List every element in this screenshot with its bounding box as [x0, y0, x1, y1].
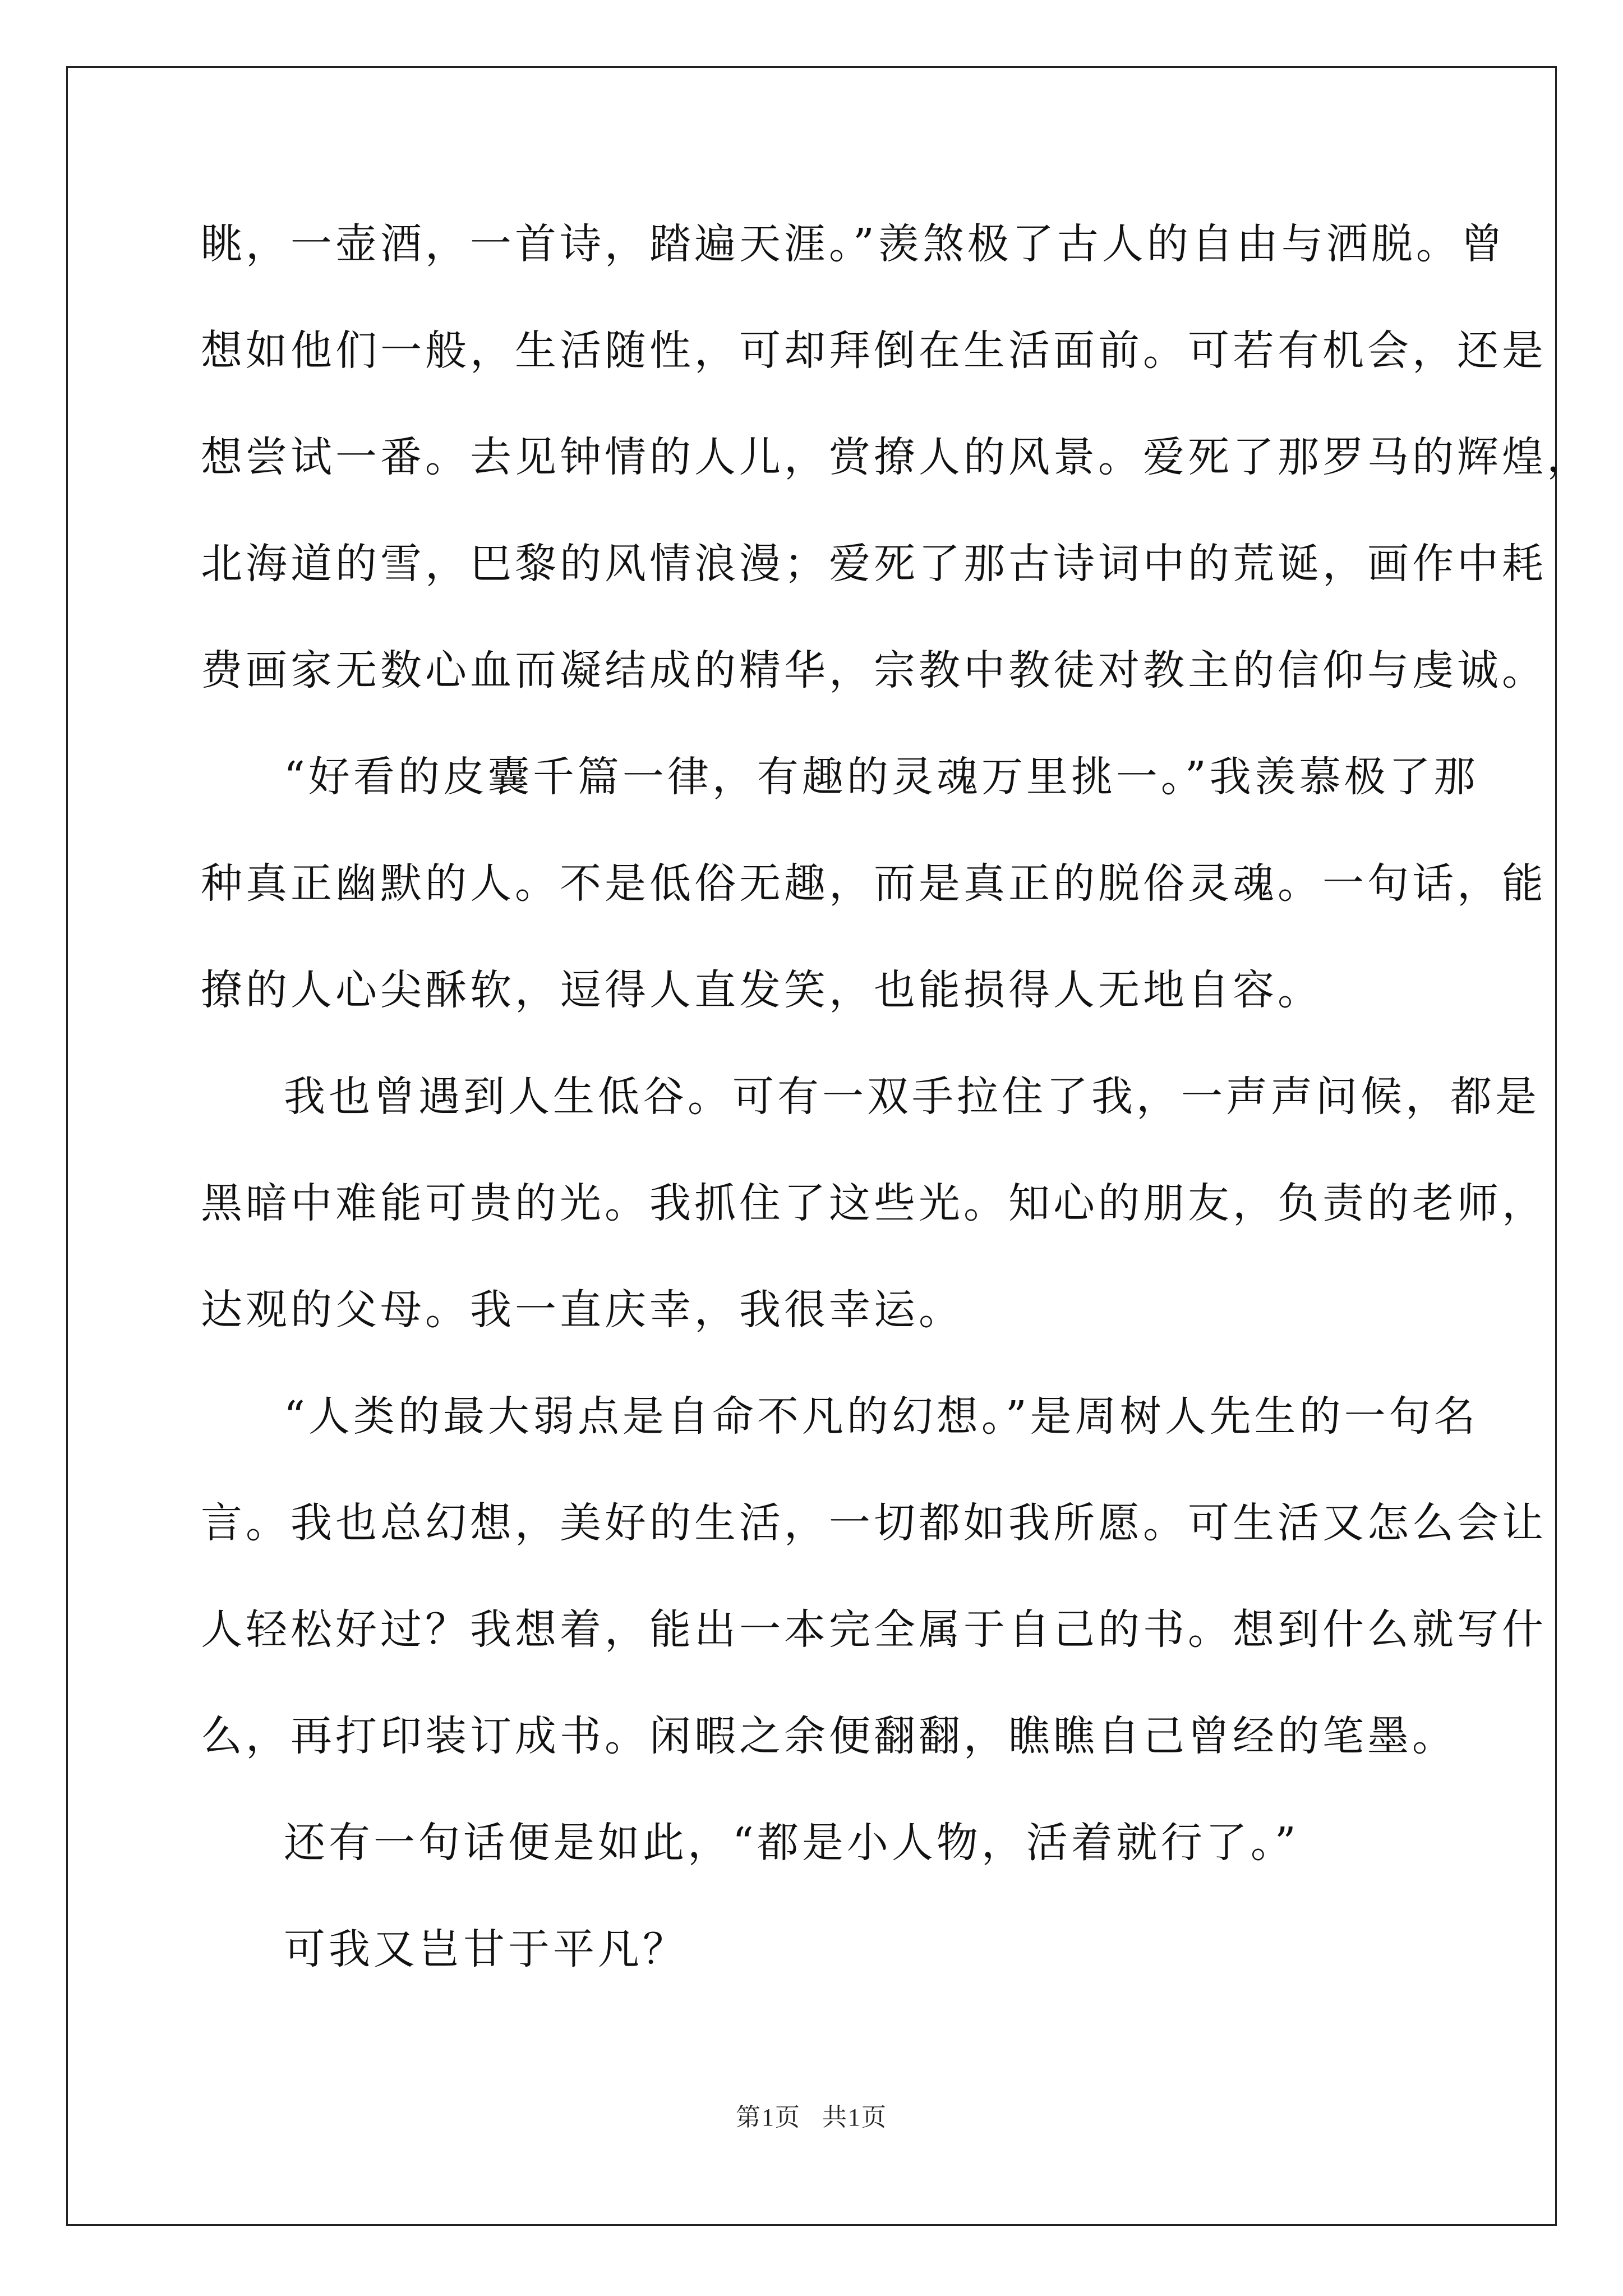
text-line: 想如他们一般，生活随性，可却拜倒在生活面前。可若有机会，还是 [201, 326, 1547, 375]
page-total: 共1页 [822, 2104, 887, 2131]
paragraph [201, 1060, 1547, 1380]
paragraph [201, 740, 1547, 1060]
text-line: 还有一句话便是如此，“都是小人物，活着就行了。” [284, 1819, 1299, 1867]
paragraph [201, 1913, 1423, 2019]
text-line: 我也曾遇到人生低谷。可有一双手拉住了我，一声声问候，都是 [284, 1073, 1540, 1121]
page-footer [0, 2097, 1623, 2133]
text-line: “人类的最大弱点是自命不凡的幻想。”是周树人先生的一句名 [284, 1392, 1479, 1441]
text-line: 费画家无数心血而凝结成的精华，宗教中教徒对教主的信仰与虔诚。 [201, 646, 1547, 694]
text-line: “好看的皮囊千篇一律，有趣的灵魂万里挑一。”我羡慕极了那 [284, 753, 1479, 801]
text-line: 想尝试一番。去见钟情的人儿，赏撩人的风景。爱死了那罗马的辉煌， [201, 433, 1592, 481]
paragraph [201, 208, 1592, 740]
text-line: 可我又岂甘于平凡？ [284, 1925, 688, 1973]
text-line: 撩的人心尖酥软，逗得人直发笑，也能损得人无地自容。 [201, 966, 1322, 1014]
text-line: 黑暗中难能可贵的光。我抓住了这些光。知心的朋友，负责的老师， [201, 1179, 1547, 1227]
document-body [201, 208, 1592, 2019]
paragraph [201, 1380, 1547, 1806]
page-number: 第1页 [736, 2104, 801, 2131]
text-line: 种真正幽默的人。不是低俗无趣，而是真正的脱俗灵魂。一句话，能 [201, 859, 1547, 908]
text-line: 北海道的雪，巴黎的风情浪漫；爱死了那古诗词中的荒诞，画作中耗 [201, 540, 1547, 588]
text-line: 人轻松好过？我想着，能出一本完全属于自己的书。想到什么就写什 [201, 1605, 1547, 1654]
text-line: 言。我也总幻想，美好的生活，一切都如我所愿。可生活又怎么会让 [201, 1499, 1547, 1547]
text-line: 眺，一壶酒，一首诗，踏遍天涯。”羡煞极了古人的自由与洒脱。曾 [201, 220, 1506, 268]
text-line: 达观的父母。我一直庆幸，我很幸运。 [201, 1286, 963, 1334]
text-line: 么，再打印装订成书。闲暇之余便翻翻，瞧瞧自己曾经的笔墨。 [201, 1712, 1457, 1760]
paragraph [201, 1806, 1423, 1913]
